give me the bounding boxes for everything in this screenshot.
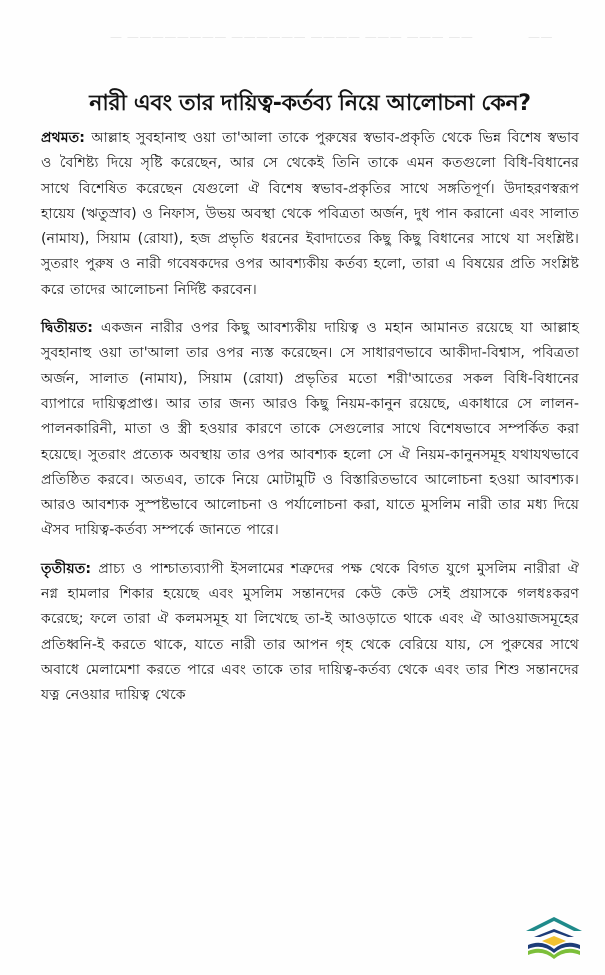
paragraph-body: একজন নারীর ওপর কিছু আবশ্যকীয় দায়িত্ব ও মহান আমানত রয়েছে যা আল্লাহ সুবহানাহু ওয়া তা'আলা তার ওপর ন্যস্ত করেছেন। সে সাধারণভাবে আকীদা-বিশ্বাস, পবিত্রতা অর্জন, সালাত (নামায), সিয়াম (রোযা) প্রভৃতির মতো শরী'আতের সকল বিধি-বিধানের ব্যাপারে দায়িত্বপ্রাপ্ত। আর তার জন্য আরও কিছু নিয়ম-কানুন রয়েছে, একাধারে সে লালন-পালনকারিনী, মাতা ও স্ত্রী হওয়ার কারণে তাকে সেগুলোর সাথে বিশেষভাবে সম্পর্কিত করা হয়েছে। সুতরাং প্রত্যেক অবস্থায় তার ওপর আবশ্যক হলো সে ঐ নিয়ম-কানুনসমূহ যথাযথভাবে প্রতিষ্ঠিত করবে। অতএব, তাকে নিয়ে মোটামুটি ও বিস্তারিতভাবে আলোচনা হওয়া আবশ্যক। আরও আবশ্যক সুস্পষ্টভাবে আলোচনা ও পর্যালোচনা করা, যাতে মুসলিম নারী তার মধ্য দিয়ে ঐসব দায়িত্ব-কর্তব্য সম্পর্কে জানতে পারে। [41,320,579,539]
bleed-through-header: — ———————— —————— ———— ——— ——— —— —— [110,30,553,44]
paragraph-body: প্রাচ্য ও পাশ্চাত্যব্যাপী ইসলামের শত্রুদের পক্ষ থেকে বিগত যুগে মুসলিম নারীরা ঐ নগ্ন হামলার শিকার হয়েছে এবং মুসলিম সন্তানদের কেউ কেউ সেই প্রয়াসকে গলধঃকরণ করেছে; ফলে তারা ঐ কলমসমূহ যা লিখেছে তা-ই আওড়াতে থাকে এবং ঐ আওয়াজসমূহের প্রতিধ্বনি-ই করতে থাকে, যাতে নারী তার আপন গৃহ থেকে বেরিয়ে যায়, সে পুরুষের সাথে অবাধে মেলামেশা করতে পারে এবং তাকে তার দায়িত্ব-কর্তব্য থেকে এবং তার শিশু সন্তানদের যত্ন নেওয়ার দায়িত্ব থেকে [41,560,579,704]
page-title: নারী এবং তার দায়িত্ব-কর্তব্য নিয়ে আলোচনা কেন? [89,91,531,116]
paragraph-lead: তৃতীয়ত: [41,560,92,577]
paragraph-first [41,126,579,303]
paragraph-body: আল্লাহ সুবহানাহু ওয়া তা'আলা তাকে পুরুষের স্বভাব-প্রকৃতি থেকে ভিন্ন বিশেষ স্বভাব ও বৈশিষ্ট্য দিয়ে সৃষ্টি করেছেন, আর সে থেকেই তিনি তাকে এমন কতগুলো বিধি-বিধানের সাথে বিশেষিত করেছেন যেগুলো ঐ বিশেষ স্বভাব-প্রকৃতির সাথে সঙ্গতিপূর্ণ। উদাহরণস্বরূপ হায়েয (ঋতুস্রাব) ও নিফাস, উভয় অবস্থা থেকে পবিত্রতা অর্জন, দুধ পান করানো এবং সালাত (নামায), সিয়াম (রোযা), হজ প্রভৃতি ধরনের ইবাদাতের কিছু কিছু বিধানের সাথে যা সংশ্লিষ্ট। সুতরাং পুরুষ ও নারী গবেষকদের ওপর আবশ্যকীয় কর্তব্য হলো, তারা এ বিষয়ের প্রতি সংশ্লিষ্ট করে তাদের আলোচনা নির্দিষ্ট করবেন। [41,130,579,298]
paragraph-lead: প্রথমত: [41,130,85,146]
paragraph-second [41,316,579,544]
body-text [41,126,579,709]
paragraph-lead: দ্বিতীয়ত: [41,320,93,337]
paragraph-third [41,557,579,709]
publisher-logo-icon [522,915,586,959]
